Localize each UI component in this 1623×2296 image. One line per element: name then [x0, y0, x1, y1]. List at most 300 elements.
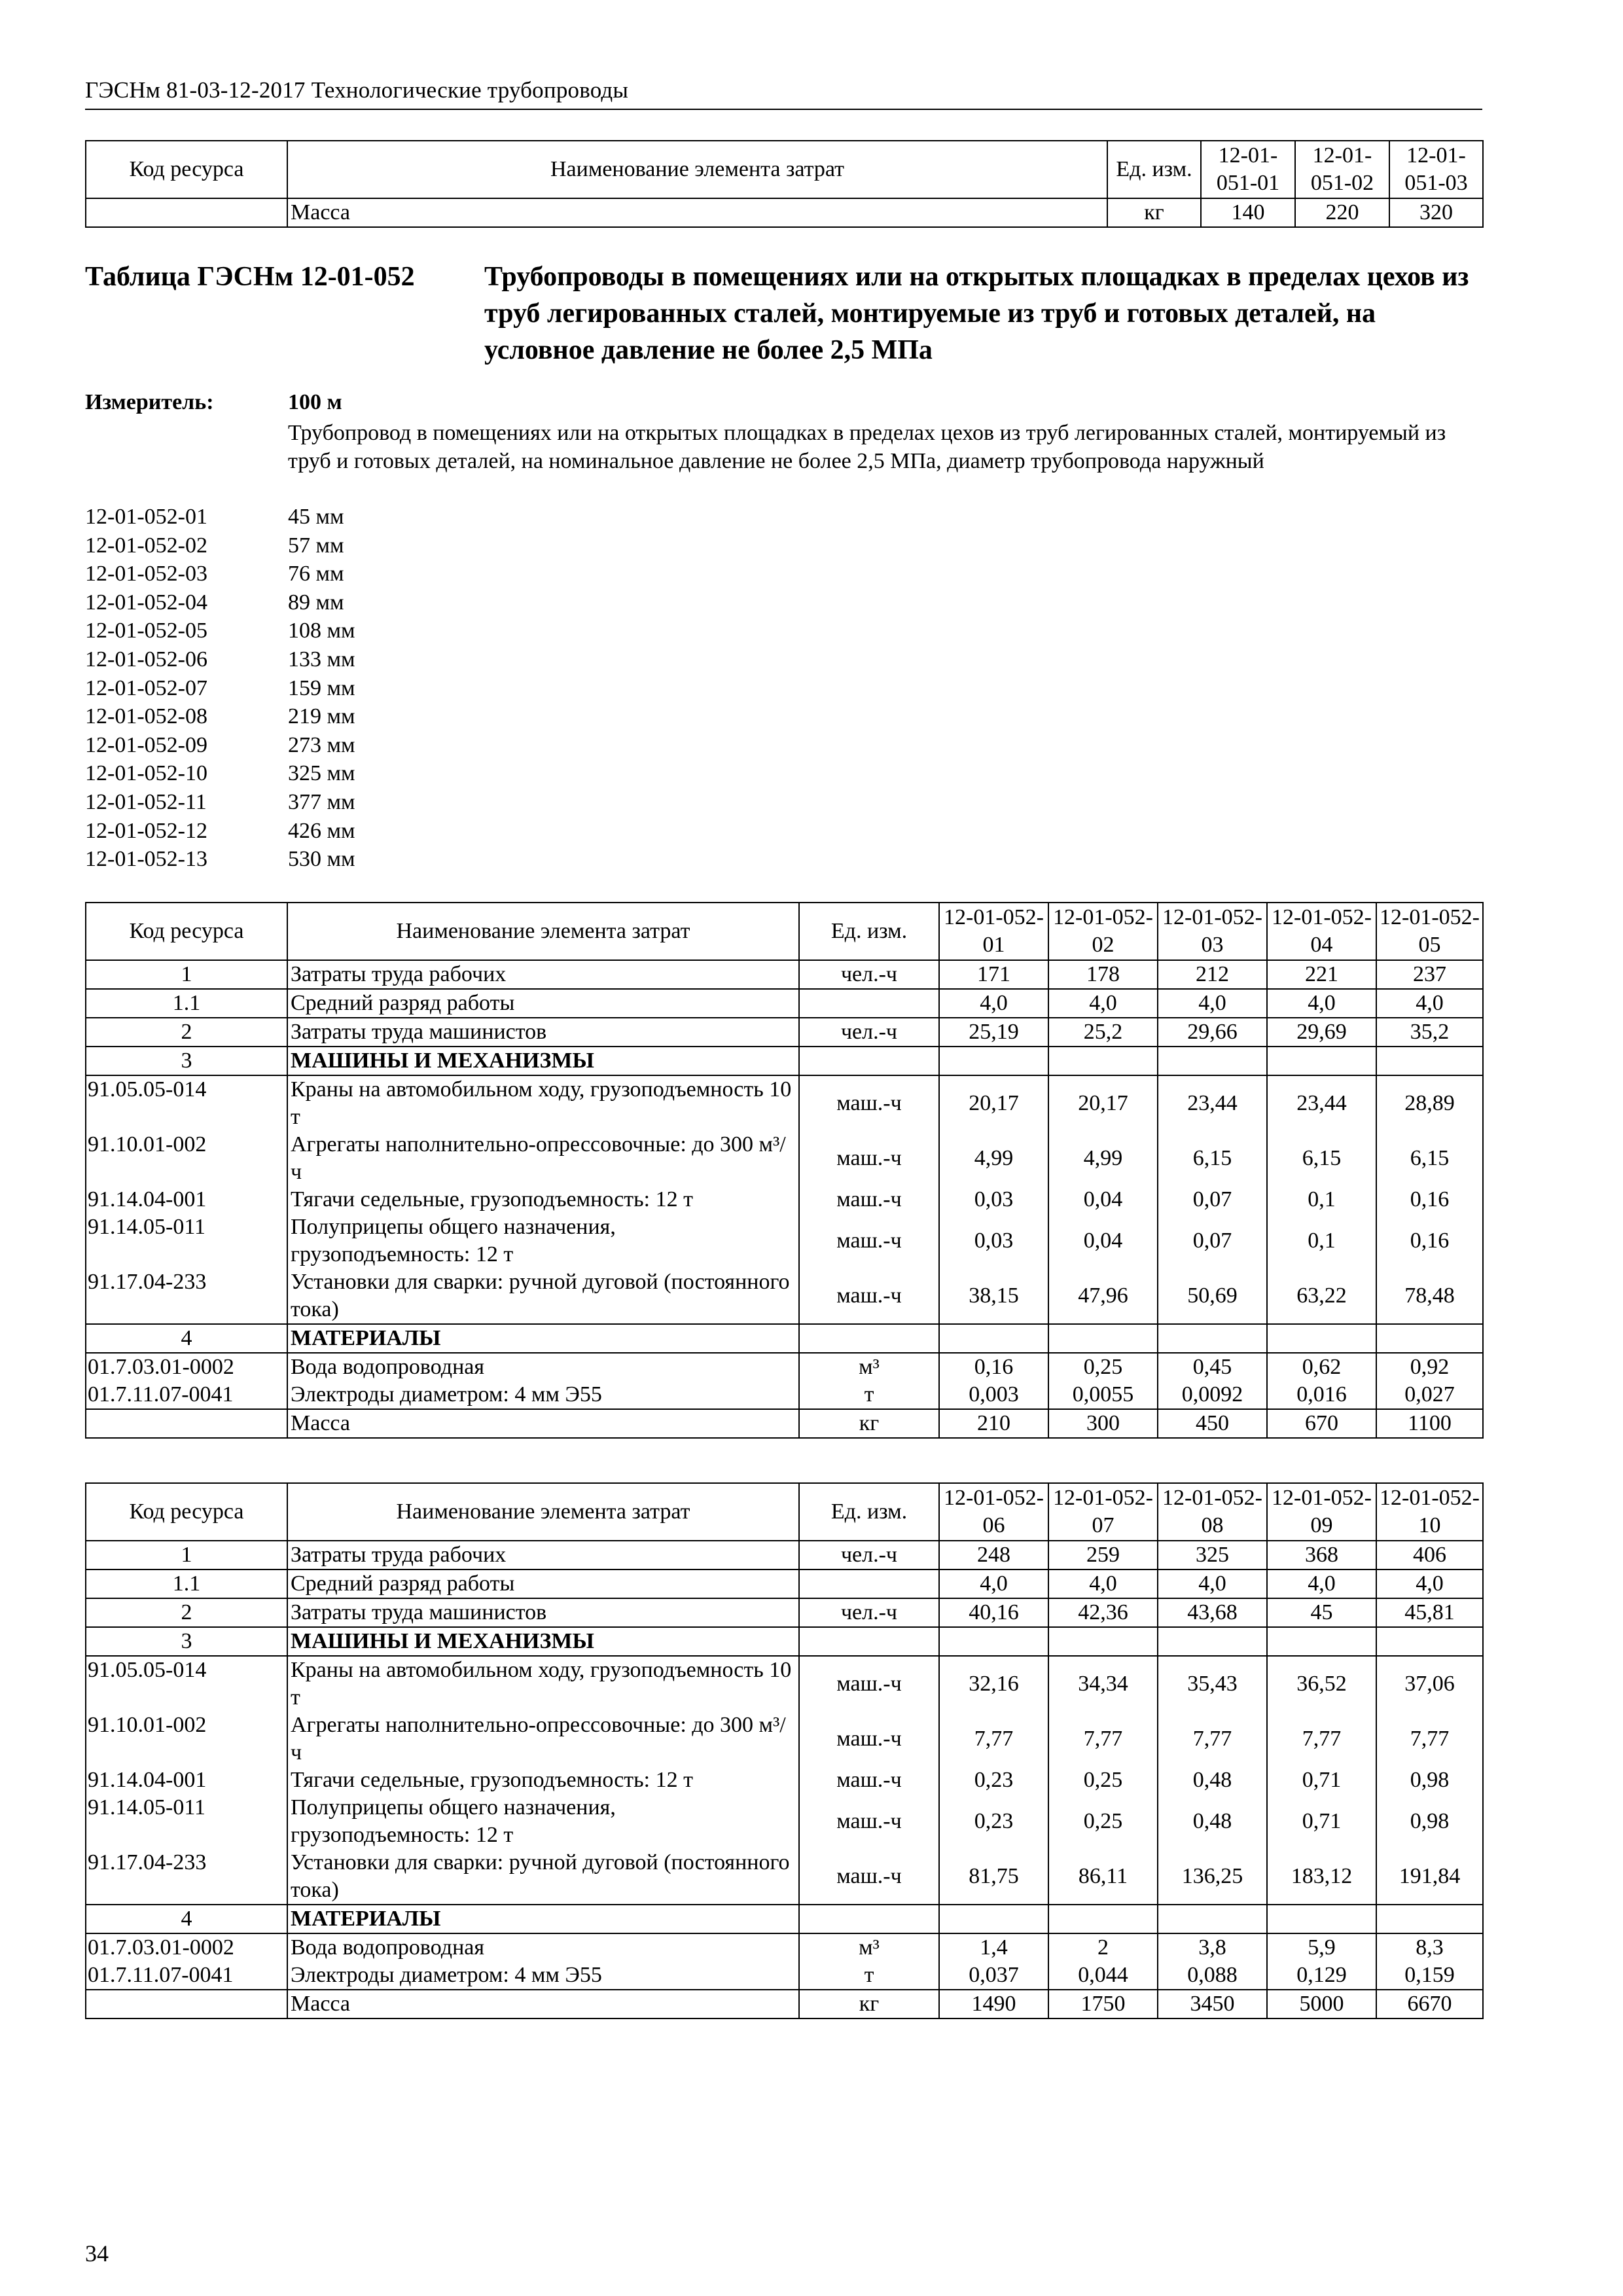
cell-value: 6,15	[1267, 1131, 1376, 1186]
cell-value	[939, 1047, 1048, 1075]
table-row	[86, 1541, 1483, 1570]
cell-unit: маш.-ч	[799, 1656, 939, 1712]
cell-value: 191,84	[1376, 1849, 1483, 1905]
resource-table-051	[85, 140, 1484, 228]
norm-code: 12-01-052-12	[85, 818, 207, 843]
table-row	[86, 1712, 1483, 1767]
table-label: Таблица ГЭСНм 12-01-052	[85, 262, 415, 292]
header-column: 12-01-052-02	[1048, 903, 1158, 960]
cell-value: 0,0055	[1048, 1381, 1158, 1409]
cell-value: 4,0	[1267, 989, 1376, 1018]
norm-code: 12-01-052-06	[85, 647, 207, 672]
norm-list-item	[85, 503, 740, 531]
cell-name: Затраты труда машинистов	[287, 1018, 799, 1047]
norm-code: 12-01-052-09	[85, 732, 207, 757]
cell-value: 7,77	[1267, 1712, 1376, 1767]
cell-value: 4,0	[939, 989, 1048, 1018]
cell-unit	[799, 1324, 939, 1353]
cell-value: 2	[1048, 1933, 1158, 1962]
table-row	[86, 1075, 1483, 1131]
cell-value	[1158, 1324, 1267, 1353]
cell-value: 0,16	[939, 1353, 1048, 1381]
cell-value: 4,99	[939, 1131, 1048, 1186]
cell-value: 171	[939, 960, 1048, 989]
table-row	[86, 1767, 1483, 1794]
cell-code: 91.14.04-001	[86, 1767, 287, 1794]
table-row	[86, 1324, 1483, 1353]
cell-value: 1,4	[939, 1933, 1048, 1962]
cell-value	[1376, 1324, 1483, 1353]
cell-name: МАШИНЫ И МЕХАНИЗМЫ	[287, 1047, 799, 1075]
cell-value: 0,71	[1267, 1767, 1376, 1794]
cell-value: 45	[1267, 1598, 1376, 1627]
cell-value: 0,04	[1048, 1213, 1158, 1268]
norm-diameter: 426 мм	[288, 818, 355, 843]
cell-value: 1750	[1048, 1990, 1158, 2018]
cell-code: 01.7.11.07-0041	[86, 1962, 287, 1990]
cell-value	[1376, 1905, 1483, 1933]
cell-value: 0,48	[1158, 1767, 1267, 1794]
cell-code	[86, 198, 287, 227]
cell-value: 36,52	[1267, 1656, 1376, 1712]
cell-unit: маш.-ч	[799, 1131, 939, 1186]
header-column: 12-01-052-01	[939, 903, 1048, 960]
cell-value: 63,22	[1267, 1268, 1376, 1324]
table-row	[86, 1962, 1483, 1990]
norm-diameter: 45 мм	[288, 505, 344, 529]
cell-value: 259	[1048, 1541, 1158, 1570]
cell-code: 91.10.01-002	[86, 1712, 287, 1767]
norm-diameter: 325 мм	[288, 761, 355, 786]
cell-value	[1267, 1047, 1376, 1075]
cell-value: 28,89	[1376, 1075, 1483, 1131]
cell-value: 0,92	[1376, 1353, 1483, 1381]
cell-value: 29,69	[1267, 1018, 1376, 1047]
cell-value: 140	[1201, 198, 1295, 227]
header-column: 12-01-052-09	[1267, 1483, 1376, 1541]
table-heading: Трубопроводы в помещениях или на открытых площадках в пределах цехов из труб легированных сталей, монтируемые из труб и готовых деталей, на условное давление не более 2,5 МПа	[484, 262, 1469, 365]
cell-value: 34,34	[1048, 1656, 1158, 1712]
cell-code: 4	[86, 1324, 287, 1353]
cell-code: 1.1	[86, 989, 287, 1018]
cell-code	[86, 1990, 287, 2018]
table-row	[86, 1018, 1483, 1047]
cell-value: 5,9	[1267, 1933, 1376, 1962]
table-row	[86, 1131, 1483, 1186]
resource-table-052-a	[85, 902, 1484, 1439]
norm-list-item	[85, 759, 740, 788]
norm-diameter: 273 мм	[288, 732, 355, 757]
cell-name: Масса	[287, 1409, 799, 1438]
cell-value: 221	[1267, 960, 1376, 989]
cell-value: 20,17	[939, 1075, 1048, 1131]
cell-value: 4,0	[1376, 989, 1483, 1018]
header-column: 12-01-051-02	[1295, 141, 1389, 198]
table-row	[86, 989, 1483, 1018]
cell-value: 210	[939, 1409, 1048, 1438]
cell-name: Затраты труда машинистов	[287, 1598, 799, 1627]
cell-name: Агрегаты наполнительно-опрессовочные: до 300 м³/ч	[287, 1131, 799, 1186]
cell-value: 0,98	[1376, 1794, 1483, 1849]
cell-code: 91.17.04-233	[86, 1849, 287, 1905]
cell-name: Полуприцепы общего назначения, грузоподъемность: 12 т	[287, 1794, 799, 1849]
table-row	[86, 1905, 1483, 1933]
norm-code: 12-01-052-03	[85, 562, 207, 586]
cell-value: 670	[1267, 1409, 1376, 1438]
cell-value	[1158, 1627, 1267, 1656]
norm-list-item	[85, 817, 740, 846]
cell-unit: кг	[799, 1409, 939, 1438]
header-column: 12-01-051-03	[1389, 141, 1483, 198]
cell-name: Средний разряд работы	[287, 989, 799, 1018]
cell-value: 7,77	[1158, 1712, 1267, 1767]
table-row	[86, 1268, 1483, 1324]
cell-unit: маш.-ч	[799, 1849, 939, 1905]
cell-value: 40,16	[939, 1598, 1048, 1627]
cell-value: 0,25	[1048, 1767, 1158, 1794]
cell-value: 20,17	[1048, 1075, 1158, 1131]
cell-unit	[799, 1627, 939, 1656]
cell-code: 3	[86, 1047, 287, 1075]
header-code: Код ресурса	[86, 903, 287, 960]
header-unit: Ед. изм.	[799, 1483, 939, 1541]
header-unit: Ед. изм.	[799, 903, 939, 960]
cell-unit: м³	[799, 1353, 939, 1381]
cell-value: 178	[1048, 960, 1158, 989]
cell-value: 0,25	[1048, 1353, 1158, 1381]
header-code: Код ресурса	[86, 141, 287, 198]
cell-value	[1048, 1627, 1158, 1656]
cell-name: Тягачи седельные, грузоподъемность: 12 т	[287, 1186, 799, 1213]
cell-name: Полуприцепы общего назначения, грузоподъемность: 12 т	[287, 1213, 799, 1268]
header-unit: Ед. изм.	[1107, 141, 1201, 198]
cell-name: Масса	[287, 1990, 799, 2018]
table-row	[86, 1186, 1483, 1213]
cell-value: 300	[1048, 1409, 1158, 1438]
cell-name: Краны на автомобильном ходу, грузоподъемность 10 т	[287, 1075, 799, 1131]
norm-diameter: 108 мм	[288, 619, 355, 643]
cell-value: 4,99	[1048, 1131, 1158, 1186]
cell-code: 1	[86, 960, 287, 989]
cell-code: 91.10.01-002	[86, 1131, 287, 1186]
header-column: 12-01-052-04	[1267, 903, 1376, 960]
header-rule	[85, 109, 1482, 110]
cell-value: 0,03	[939, 1186, 1048, 1213]
norm-code: 12-01-052-13	[85, 847, 207, 872]
cell-value: 1100	[1376, 1409, 1483, 1438]
cell-code: 1.1	[86, 1570, 287, 1598]
norm-diameter: 159 мм	[288, 675, 355, 700]
cell-value: 0,027	[1376, 1381, 1483, 1409]
norm-list-item	[85, 788, 740, 817]
cell-value: 50,69	[1158, 1268, 1267, 1324]
header-code: Код ресурса	[86, 1483, 287, 1541]
cell-value	[939, 1324, 1048, 1353]
cell-value: 4,0	[1158, 1570, 1267, 1598]
cell-unit: кг	[1107, 198, 1201, 227]
norm-code: 12-01-052-01	[85, 505, 207, 529]
cell-name: Средний разряд работы	[287, 1570, 799, 1598]
cell-value: 0,48	[1158, 1794, 1267, 1849]
cell-code: 2	[86, 1018, 287, 1047]
page-number: 34	[85, 2240, 109, 2267]
table-row	[86, 960, 1483, 989]
cell-name: Затраты труда рабочих	[287, 1541, 799, 1570]
cell-unit: маш.-ч	[799, 1075, 939, 1131]
cell-value: 7,77	[939, 1712, 1048, 1767]
cell-value: 3450	[1158, 1990, 1267, 2018]
cell-code: 91.14.05-011	[86, 1213, 287, 1268]
header-name: Наименование элемента затрат	[287, 1483, 799, 1541]
cell-value	[1158, 1047, 1267, 1075]
cell-value: 45,81	[1376, 1598, 1483, 1627]
header-column: 12-01-052-06	[939, 1483, 1048, 1541]
cell-value: 42,36	[1048, 1598, 1158, 1627]
cell-value: 8,3	[1376, 1933, 1483, 1962]
cell-value: 25,2	[1048, 1018, 1158, 1047]
cell-code: 4	[86, 1905, 287, 1933]
cell-value: 220	[1295, 198, 1389, 227]
cell-value: 368	[1267, 1541, 1376, 1570]
table-row	[86, 1849, 1483, 1905]
norm-code: 12-01-052-05	[85, 619, 207, 643]
norm-list-item	[85, 645, 740, 674]
cell-value: 212	[1158, 960, 1267, 989]
cell-value: 4,0	[939, 1570, 1048, 1598]
cell-name: Установки для сварки: ручной дуговой (постоянного тока)	[287, 1268, 799, 1324]
cell-value: 0,04	[1048, 1186, 1158, 1213]
table-row	[86, 1933, 1483, 1962]
cell-value: 7,77	[1376, 1712, 1483, 1767]
cell-value: 0,45	[1158, 1353, 1267, 1381]
cell-code: 01.7.03.01-0002	[86, 1933, 287, 1962]
cell-value: 0,0092	[1158, 1381, 1267, 1409]
cell-name: Агрегаты наполнительно-опрессовочные: до 300 м³/ч	[287, 1712, 799, 1767]
norm-code: 12-01-052-07	[85, 675, 207, 700]
cell-value: 6670	[1376, 1990, 1483, 2018]
cell-value: 450	[1158, 1409, 1267, 1438]
cell-code: 2	[86, 1598, 287, 1627]
norm-diameter: 133 мм	[288, 647, 355, 672]
cell-code: 91.14.04-001	[86, 1186, 287, 1213]
cell-name: Вода водопроводная	[287, 1933, 799, 1962]
norm-diameter: 219 мм	[288, 704, 355, 729]
table-row	[86, 1598, 1483, 1627]
cell-value	[1267, 1324, 1376, 1353]
cell-name: МАШИНЫ И МЕХАНИЗМЫ	[287, 1627, 799, 1656]
norm-diameter: 57 мм	[288, 533, 344, 558]
cell-code: 91.05.05-014	[86, 1656, 287, 1712]
cell-unit: маш.-ч	[799, 1794, 939, 1849]
cell-code: 01.7.03.01-0002	[86, 1353, 287, 1381]
cell-value	[1376, 1627, 1483, 1656]
meter-label: Измеритель:	[85, 390, 214, 414]
cell-value: 6,15	[1158, 1131, 1267, 1186]
norm-code: 12-01-052-11	[85, 789, 207, 814]
cell-value: 0,003	[939, 1381, 1048, 1409]
norm-list-item	[85, 531, 740, 560]
cell-code: 3	[86, 1627, 287, 1656]
header-column: 12-01-052-05	[1376, 903, 1483, 960]
cell-value: 4,0	[1267, 1570, 1376, 1598]
header-name: Наименование элемента затрат	[287, 141, 1107, 198]
cell-name: МАТЕРИАЛЫ	[287, 1324, 799, 1353]
cell-unit: чел.-ч	[799, 1598, 939, 1627]
cell-value: 35,2	[1376, 1018, 1483, 1047]
cell-value: 6,15	[1376, 1131, 1483, 1186]
table-row	[86, 1047, 1483, 1075]
cell-value: 0,044	[1048, 1962, 1158, 1990]
header-column: 12-01-052-10	[1376, 1483, 1483, 1541]
cell-value: 4,0	[1048, 989, 1158, 1018]
cell-unit	[799, 1047, 939, 1075]
cell-value	[1048, 1324, 1158, 1353]
cell-code	[86, 1409, 287, 1438]
norm-list	[85, 503, 740, 874]
cell-value: 0,07	[1158, 1186, 1267, 1213]
cell-value: 43,68	[1158, 1598, 1267, 1627]
table-row	[86, 1627, 1483, 1656]
resource-table-052-b	[85, 1482, 1484, 2019]
cell-unit: маш.-ч	[799, 1213, 939, 1268]
cell-value: 35,43	[1158, 1656, 1267, 1712]
table-row	[86, 1213, 1483, 1268]
table-row	[86, 1656, 1483, 1712]
cell-code: 1	[86, 1541, 287, 1570]
cell-value: 0,1	[1267, 1213, 1376, 1268]
cell-value: 0,129	[1267, 1962, 1376, 1990]
cell-value: 4,0	[1376, 1570, 1483, 1598]
norm-list-item	[85, 702, 740, 731]
cell-name: МАТЕРИАЛЫ	[287, 1905, 799, 1933]
cell-value: 23,44	[1158, 1075, 1267, 1131]
cell-value: 0,037	[939, 1962, 1048, 1990]
cell-value: 237	[1376, 960, 1483, 989]
norm-code: 12-01-052-08	[85, 704, 207, 729]
table-row	[86, 1794, 1483, 1849]
norm-list-item	[85, 560, 740, 588]
norm-list-item	[85, 588, 740, 617]
header-column: 12-01-052-08	[1158, 1483, 1267, 1541]
cell-unit	[799, 989, 939, 1018]
cell-value: 81,75	[939, 1849, 1048, 1905]
cell-value	[1048, 1905, 1158, 1933]
cell-value: 320	[1389, 198, 1483, 227]
cell-value: 0,98	[1376, 1767, 1483, 1794]
cell-value: 38,15	[939, 1268, 1048, 1324]
cell-value: 0,07	[1158, 1213, 1267, 1268]
cell-value: 23,44	[1267, 1075, 1376, 1131]
cell-code: 91.14.05-011	[86, 1794, 287, 1849]
meter-description: Трубопровод в помещениях или на открытых площадках в пределах цехов из труб легированных сталей, монтируемый из труб и готовых деталей, на номинальное давление не более 2,5 МПа, диаметр трубопровода наружный	[288, 421, 1446, 473]
cell-code: 01.7.11.07-0041	[86, 1381, 287, 1409]
cell-name: Электроды диаметром: 4 мм Э55	[287, 1381, 799, 1409]
cell-value: 37,06	[1376, 1656, 1483, 1712]
cell-value: 1490	[939, 1990, 1048, 2018]
cell-unit: маш.-ч	[799, 1186, 939, 1213]
cell-value: 0,23	[939, 1794, 1048, 1849]
cell-value	[1158, 1905, 1267, 1933]
norm-diameter: 530 мм	[288, 847, 355, 872]
cell-name: Установки для сварки: ручной дуговой (постоянного тока)	[287, 1849, 799, 1905]
table-row	[86, 1409, 1483, 1438]
cell-value: 4,0	[1158, 989, 1267, 1018]
cell-value: 3,8	[1158, 1933, 1267, 1962]
table-row	[86, 1381, 1483, 1409]
cell-value	[939, 1905, 1048, 1933]
cell-unit: м³	[799, 1933, 939, 1962]
cell-value: 183,12	[1267, 1849, 1376, 1905]
cell-unit: чел.-ч	[799, 1541, 939, 1570]
header-name: Наименование элемента затрат	[287, 903, 799, 960]
cell-value: 136,25	[1158, 1849, 1267, 1905]
cell-name: Тягачи седельные, грузоподъемность: 12 т	[287, 1767, 799, 1794]
norm-diameter: 76 мм	[288, 562, 344, 586]
cell-value: 0,088	[1158, 1962, 1267, 1990]
cell-value: 29,66	[1158, 1018, 1267, 1047]
cell-value: 7,77	[1048, 1712, 1158, 1767]
cell-unit: т	[799, 1381, 939, 1409]
header-column: 12-01-052-07	[1048, 1483, 1158, 1541]
norm-code: 12-01-052-10	[85, 761, 207, 786]
norm-code: 12-01-052-04	[85, 590, 207, 615]
cell-value: 0,25	[1048, 1794, 1158, 1849]
cell-value: 5000	[1267, 1990, 1376, 2018]
cell-name: Затраты труда рабочих	[287, 960, 799, 989]
table-row	[86, 1353, 1483, 1381]
cell-value: 0,16	[1376, 1213, 1483, 1268]
cell-value: 0,23	[939, 1767, 1048, 1794]
table-row	[86, 1570, 1483, 1598]
cell-code: 91.17.04-233	[86, 1268, 287, 1324]
cell-value: 0,62	[1267, 1353, 1376, 1381]
cell-value	[1267, 1905, 1376, 1933]
norm-diameter: 89 мм	[288, 590, 344, 615]
cell-unit	[799, 1905, 939, 1933]
cell-unit: кг	[799, 1990, 939, 2018]
cell-value: 86,11	[1048, 1849, 1158, 1905]
cell-unit: маш.-ч	[799, 1767, 939, 1794]
cell-value: 47,96	[1048, 1268, 1158, 1324]
norm-list-item	[85, 731, 740, 760]
cell-value: 406	[1376, 1541, 1483, 1570]
cell-value: 0,03	[939, 1213, 1048, 1268]
cell-name: Масса	[287, 198, 1107, 227]
cell-code: 91.05.05-014	[86, 1075, 287, 1131]
cell-unit: чел.-ч	[799, 1018, 939, 1047]
cell-name: Вода водопроводная	[287, 1353, 799, 1381]
header-column: 12-01-052-03	[1158, 903, 1267, 960]
cell-unit	[799, 1570, 939, 1598]
cell-value: 32,16	[939, 1656, 1048, 1712]
cell-value	[1267, 1627, 1376, 1656]
cell-value: 0,016	[1267, 1381, 1376, 1409]
cell-value: 248	[939, 1541, 1048, 1570]
norm-list-item	[85, 617, 740, 645]
cell-name: Краны на автомобильном ходу, грузоподъемность 10 т	[287, 1656, 799, 1712]
header-column: 12-01-051-01	[1201, 141, 1295, 198]
cell-value	[1048, 1047, 1158, 1075]
cell-value	[939, 1627, 1048, 1656]
cell-value: 0,159	[1376, 1962, 1483, 1990]
norm-code: 12-01-052-02	[85, 533, 207, 558]
meter-unit: 100 м	[288, 390, 342, 414]
cell-unit: т	[799, 1962, 939, 1990]
cell-value: 325	[1158, 1541, 1267, 1570]
cell-value: 78,48	[1376, 1268, 1483, 1324]
cell-unit: маш.-ч	[799, 1712, 939, 1767]
running-header: ГЭСНм 81-03-12-2017 Технологические трубопроводы	[85, 77, 629, 103]
